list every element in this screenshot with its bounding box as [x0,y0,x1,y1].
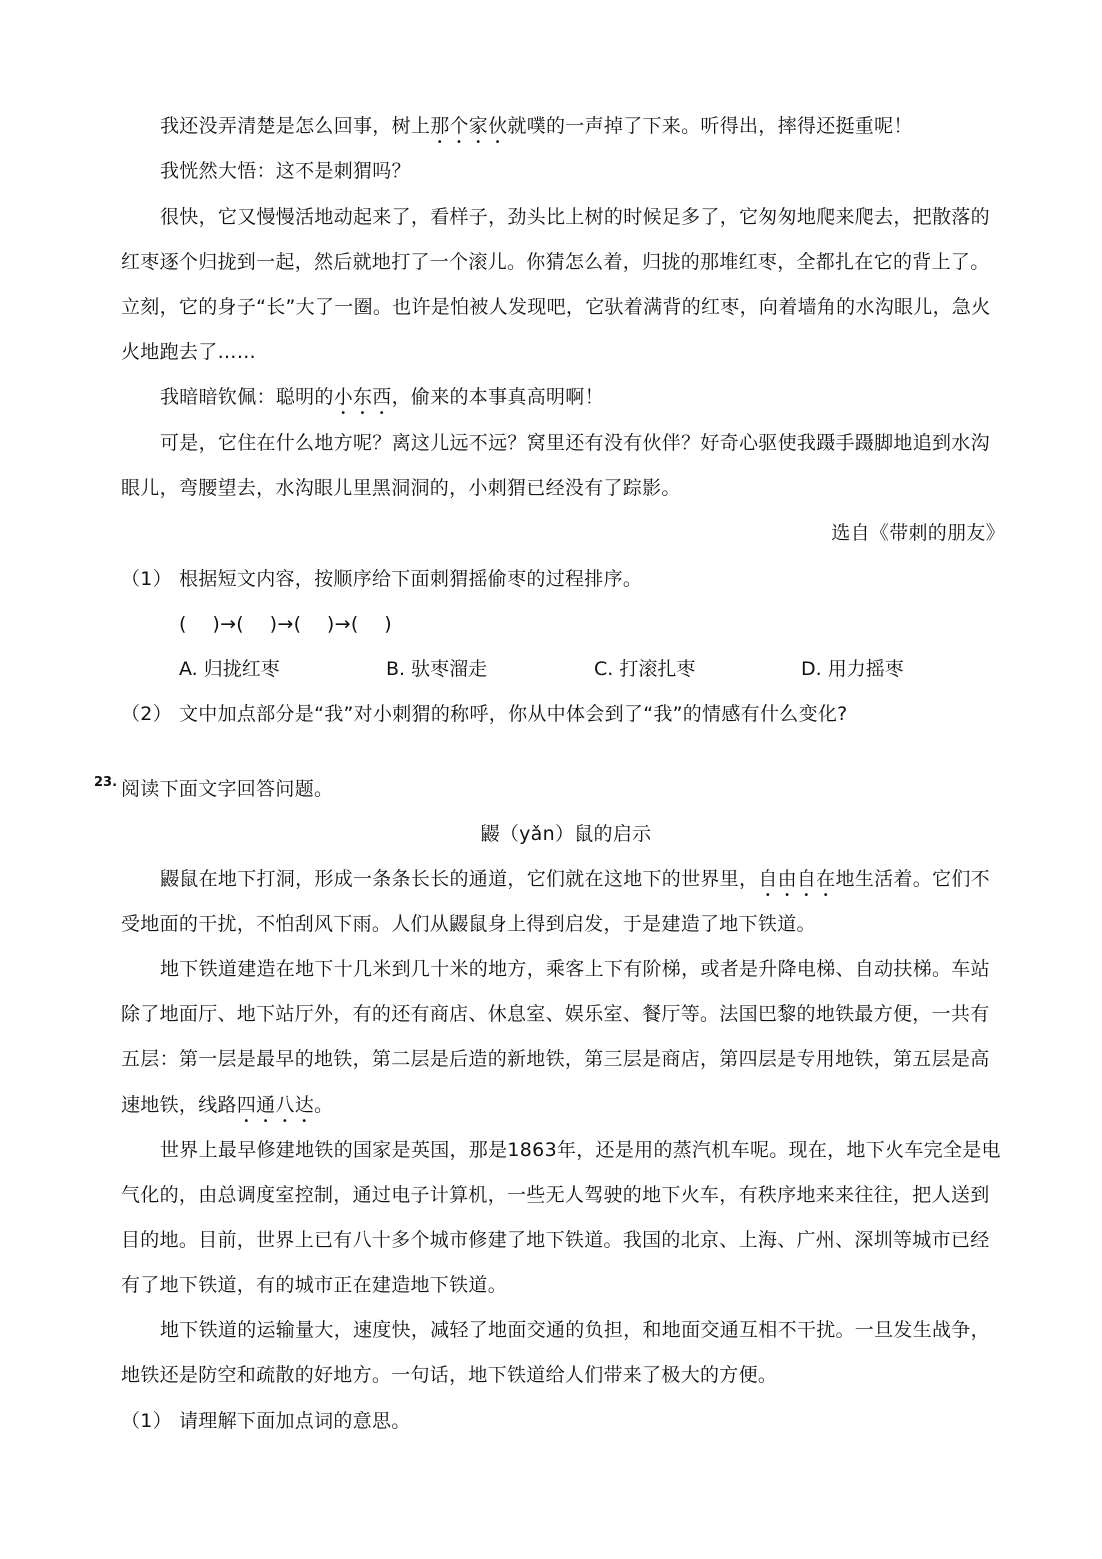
question-intro: 阅读下面文字回答问题。 [121,778,334,800]
paragraph-3-line-1: 很快，它又慢慢活地动起来了，看样子，劲头比上树的时候足多了，它匆匆地爬来爬去，把散落的 [160,206,990,228]
paragraph-b1-line-1: 鼹鼠在地下打洞，形成一条条长长的通道，它们就在这地下的世界里，自由自在地生活着。它们不 [160,868,990,890]
option-b: B. 驮枣溜走 [386,658,488,680]
paragraph-b1-line-2: 受地面的干扰，不怕刮风下雨。人们从鼹鼠身上得到启发，于是建造了地下铁道。 [121,913,816,935]
question-23-1: （1） 请理解下面加点词的意思。 [121,1410,411,1432]
passage-title: 鼹（yǎn）鼠的启示 [480,823,652,845]
paragraph-2: 我恍然大悟：这不是刺猬吗？ [160,160,411,182]
paragraph-b4-line-1: 地下铁道的运输量大，速度快，减轻了地面交通的负担，和地面交通互相不干扰。一旦发生战争， [160,1319,990,1341]
dotted-phrase: 那个家伙 [430,115,508,137]
paragraph-b2-line-1: 地下铁道建造在地下十几米到几十米的地方，乘客上下有阶梯，或者是升降电梯、自动扶梯。车站 [160,958,990,980]
question-2: （2） 文中加点部分是“我”对小刺猬的称呼，你从中体会到了“我”的情感有什么变化? [121,703,848,725]
paragraph-b3-line-4: 有了地下铁道，有的城市正在建造地下铁道。 [121,1274,508,1296]
question-label: （2） [121,703,172,725]
question-1: （1） 根据短文内容，按顺序给下面刺猬摇偷枣的过程排序。 [121,568,643,590]
option-c: C. 打滚扎枣 [594,658,696,680]
paragraph-b3-line-1: 世界上最早修建地铁的国家是英国，那是1863年，还是用的蒸汽机车呢。现在，地下火车完全是电 [160,1139,1001,1161]
paragraph-4: 我暗暗钦佩：聪明的小东西，偷来的本事真高明啊！ [160,386,604,408]
paragraph-5-line-2: 眼儿，弯腰望去，水沟眼儿里黑洞洞的，小刺猬已经没有了踪影。 [121,477,681,499]
paragraph-b3-line-2: 气化的，由总调度室控制，通过电子计算机，一些无人驾驶的地下火车，有秩序地来来往往，把人送到 [121,1184,990,1206]
sequence-blanks[interactable]: ( )→( )→( )→( ) [179,613,392,635]
paragraph-b2-line-2: 除了地面厅、地下站厅外，有的还有商店、休息室、娱乐室、餐厅等。法国巴黎的地铁最方便，一共有 [121,1003,990,1025]
paragraph-b3-line-3: 目的地。目前，世界上已有八十多个城市修建了地下铁道。我国的北京、上海、广州、深圳等城市已经 [121,1229,990,1251]
paragraph-3-line-4: 火地跑去了…… [121,341,257,363]
option-a: A. 归拢红枣 [179,658,280,680]
dotted-phrase: 小东西 [333,386,392,408]
paragraph-1: 我还没弄清楚是怎么回事，树上那个家伙就噗的一声掉了下来。听得出，摔得还挺重呢！ [160,115,913,137]
question-label: （1） [121,568,172,590]
paragraph-3-line-2: 红枣逐个归拢到一起，然后就地打了一个滚儿。你猜怎么着，归拢的那堆红枣，全都扎在它的背上了。 [121,251,990,273]
dotted-phrase: 四通八达 [236,1094,315,1116]
paragraph-b2-line-4: 速地铁，线路四通八达。 [121,1094,334,1116]
question-label: （1） [121,1410,172,1432]
paragraph-b4-line-2: 地铁还是防空和疏散的好地方。一句话，地下铁道给人们带来了极大的方便。 [121,1364,778,1386]
option-d: D. 用力摇枣 [801,658,904,680]
paragraph-b2-line-3: 五层：第一层是最早的地铁，第二层是后造的新地铁，第三层是商店，第四层是专用地铁，第五层是高 [121,1048,990,1070]
paragraph-5-line-1: 可是，它住在什么地方呢？离这儿远不远？窝里还有没有伙伴？好奇心驱使我蹑手蹑脚地追到水沟 [160,432,990,454]
dotted-phrase: 自由自在 [758,868,836,890]
question-number: 23. [94,775,118,790]
paragraph-3-line-3: 立刻，它的身子“长”大了一圈。也许是怕被人发现吧，它驮着满背的红枣，向着墙角的水沟眼儿，急火 [121,296,991,318]
source-citation: 选自《带刺的朋友》 [831,522,1005,544]
